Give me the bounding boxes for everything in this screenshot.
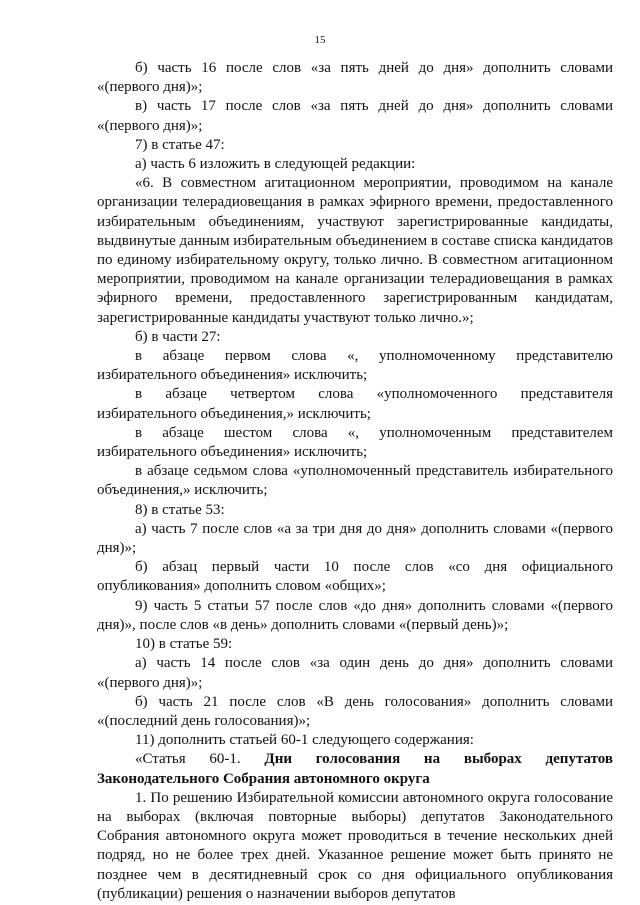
paragraph: в) часть 17 после слов «за пять дней до дня» дополнить словами «(первого дня)»; xyxy=(97,98,613,134)
paragraph: а) часть 7 после слов «а за три дня до дня» дополнить словами «(первого дня)»; xyxy=(97,520,613,557)
paragraph: в абзаце седьмом слова «уполномоченный представитель избирательного объединения,» исключить; xyxy=(97,463,613,499)
paragraph: а) часть 14 после слов «за один день до дня» дополнить словами «(первого дня)»; xyxy=(97,655,613,691)
paragraph: б) в части 27: xyxy=(135,328,221,345)
page-number: 15 xyxy=(314,34,326,46)
article-heading xyxy=(97,750,613,788)
paragraph: б) абзац первый части 10 после слов «со дня официального опубликования» дополнить словом «общих»; xyxy=(97,559,613,595)
paragraph: «6. В совместном агитационном мероприятии, проводимом на канале организации телерадиовещания в рамках эфирного времени, предоставленного избирательным объединениям, участвуют зарегистрированные кандидаты, выдвинутые данным избирательным объединением в составе списка кандидатов по единому избирательному округу, только лично. В совместном агитационном мероприятии, проводимом на канале организации телерадиовещания в рамках эфирного времени, предоставленного зарегистрированным кандидатам, зарегистрированные кандидаты участвуют только лично.»; xyxy=(97,175,613,326)
paragraph: б) часть 21 после слов «В день голосования» дополнить словами «(последний день голосования)»; xyxy=(97,693,613,729)
paragraph: 9) часть 5 статьи 57 после слов «до дня» дополнить словами «(первого дня)», после слов «в день» дополнить словами «(первый день)»; xyxy=(97,597,613,633)
article-heading-title: Дни голосования на выборах депутатов Законодательного Собрания автономного округа xyxy=(97,751,613,787)
document-body xyxy=(97,59,613,904)
paragraph: а) часть 6 изложить в следующей редакции: xyxy=(135,156,416,173)
paragraph: в абзаце четвертом слова «уполномоченного представителя избирательного объединения,» исключить; xyxy=(97,386,613,422)
paragraph: 1. По решению Избирательной комиссии автономного округа голосование на выборах (включая повторные выборы) депутатов Законодательного Собрания автономного округа может проводиться в течение нескольких дней подряд, но не более трех дней. Указанное решение может быть принято не позднее чем в десятидневный срок со дня официального опубликования (публикации) решения о назначении выборов депутатов xyxy=(97,789,613,902)
article-heading-prefix: «Статья 60-1. xyxy=(135,751,265,768)
paragraph: в абзаце первом слова «, уполномоченному представителю избирательного объединения» исключить; xyxy=(97,348,613,384)
paragraph: 7) в статье 47: xyxy=(135,136,225,153)
paragraph: 8) в статье 53: xyxy=(135,501,225,518)
paragraph: в абзаце шестом слова «, уполномоченным представителем избирательного объединения» исключить; xyxy=(97,424,613,461)
paragraph: 11) дополнить статьей 60-1 следующего содержания: xyxy=(135,732,474,749)
paragraph: 10) в статье 59: xyxy=(135,636,233,653)
paragraph: б) часть 16 после слов «за пять дней до дня» дополнить словами «(первого дня)»; xyxy=(97,60,613,96)
